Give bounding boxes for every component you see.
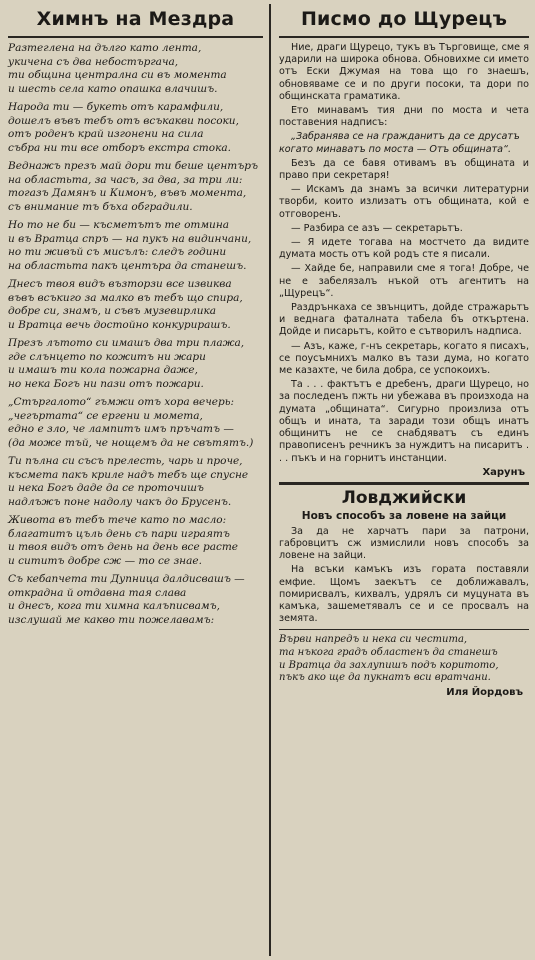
poem-stanza: Но то не би — късметътъ те отмина и въ Вратца спръ — на пукъ на видинчани, но ти живъй съ мисълъ: следъ години на областьта пакъ центъра да станешъ. — [8, 219, 252, 272]
hunting-subtitle: Новъ способъ за ловене на зайци — [301, 509, 507, 522]
section-rule — [279, 482, 529, 485]
hunting-paragraph: За да не харчатъ пари за патрони, габровцитъ сж измислили новъ способъ за ловене на зайци. — [279, 525, 529, 562]
letter-paragraph: — Азъ, каже, г-нъ секретарь, когато я писахъ, се поусъмнихъ малко въ тази дума, но когато ме казахте, че била добра, се успокоихъ. — [279, 340, 529, 377]
letter-paragraph: — Разбира се азъ — секретарьтъ. — [291, 222, 463, 234]
poem-stanza: Презъ лътото си имашъ два три плажа, где слънцето по кожитъ ни жари и имашъ ти кола пожарна даже, но нека Богъ ни пази отъ пожари. — [8, 337, 245, 390]
title-rule — [279, 36, 529, 38]
poem-stanza: Разтеглена на дълго като лента, укичена съ два небостъргача, ти община централна си въ момента и шесть села като опашка влачишъ. — [8, 42, 227, 95]
poem-stanza: „Стъргалото“ гъмжи отъ хора вечерь: „чегъртата“ се ергени и момета, едно е зло, че лампитъ имъ пръчатъ — (да може тъй, че нощемъ да не свътятъ.) — [8, 396, 254, 449]
letter-paragraph: Раздрънкаха се звънцитъ, дойде стражарьтъ и веднага фаталната табела бъ откъртена. Дойде и писарьтъ, който е сътворилъ надписа. — [279, 302, 529, 338]
hunting-body — [279, 526, 529, 626]
letter-author: Харунъ — [482, 466, 525, 478]
poem-stanza: Ти пълна си съсъ прелесть, чарь и проче, късмета пакъ криле надъ тебъ ще спусне и нека Богъ даде да се проточишъ надлъжъ поне надолу чакъ до Брусенъ. — [8, 455, 249, 508]
verse-stanza: Върви напредъ и нека си честита, та нъкога градъ областенъ да станешъ и Вратца да захлупишъ подъ коритото, пъкъ ако ще да пукнатъ вси вратчани. — [279, 634, 499, 684]
left-column — [6, 4, 269, 956]
right-column — [269, 4, 531, 956]
hunting-paragraph: На всъки камъкъ изъ гората поставяли емфие. Щомъ заекътъ се доближавалъ, помирисвалъ, кихвалъ, удрялъ си муцуната въ камъка, зашеметявалъ се и се просвалъ на земята. — [279, 564, 529, 625]
letter-paragraph: — Я идете тогава на мостчето да видите думата мость отъ кой родъ сте я писали. — [279, 237, 529, 261]
letter-paragraph: — Искамъ да знамъ за всички литературни творби, които излизатъ отъ общината, кой е отговоренъ. — [279, 184, 529, 220]
letter-paragraph: — Хайде бе, направили сме я тога! Добре, че не е забелязалъ нъкой отъ агентитъ на „Щурецъ“. — [279, 263, 529, 299]
title-rule — [8, 36, 263, 38]
poem-stanza: Веднажъ презъ май дори ти беше центъръ на областьта, за часъ, за два, за три ли: тогазъ Дамянъ и Кимонъ, въвъ момента, съ внимание тъ бъха обградили. — [8, 160, 258, 213]
letter-paragraph: Ние, драги Щурецо, тукъ въ Търговище, сме я ударили на широка обнова. Обновихме си името отъ Ески Джумая на това що го знаешъ, обновяваме се и по други посоки, та дори по общинската граматика. — [279, 42, 529, 102]
poem-title: Химнъ на Мездра — [36, 8, 235, 30]
letter-paragraph: Ето минавамъ тия дни по моста и чета поставения надписъ: — [279, 105, 529, 129]
letter-notice: „Забранява се на гражданитъ да се друсатъ когато минаватъ по моста — Отъ общината“. — [279, 131, 520, 155]
closing-verse — [279, 634, 529, 684]
poem-stanza: Живота въ тебъ тече като по масло: благатитъ цъль день съ пари играятъ и твоя видъ отъ день на день все расте и сититъ добре сж — то се знае. — [8, 514, 239, 567]
letter-paragraph: Та . . . фактътъ е дребенъ, драги Щурецо, но за последенъ пжть ни убежава въ произхода на думата „общината“. Сигурно произлиза отъ общъ и ината, та заради този общъ инатъ общинитъ не се снабдяватъ съ единъ правописенъ речникъ за нуждитъ на писаритъ . . . пъкъ и на горнитъ инстанции. — [279, 379, 529, 464]
poem-stanza: Съ кебапчета ти Дупница далдисвашъ — открадна й отдавна тая слава и днесъ, кога ти химна калъписвамъ, изслушай ме какво ти пожелавамъ: — [8, 573, 245, 626]
verse-rule — [279, 629, 529, 630]
hunting-title: Ловджийски — [341, 487, 467, 508]
poem-stanza: Народа ти — букеть отъ карамфили, дошелъ въвъ тебъ отъ всъкакви посоки, отъ роденъ край изгонени на сила събра ни ти все отборъ екстра стока. — [8, 101, 239, 154]
letter-title: Писмо до Щурецъ — [300, 8, 508, 30]
poem-stanza: Днесъ твоя видъ възторзи все извиква въвъ всъкиго за малко въ тебъ що спира, добре си, знамъ, и съвъ музевирлика и Вратца вечь достойно конкурирашъ. — [8, 278, 243, 331]
poem-signature: Иля Йордовъ — [446, 686, 523, 698]
poem-body — [8, 42, 263, 627]
letter-body — [279, 42, 529, 465]
letter-paragraph: Безъ да се бавя отивамъ въ общината и право при секретаря! — [279, 157, 529, 182]
